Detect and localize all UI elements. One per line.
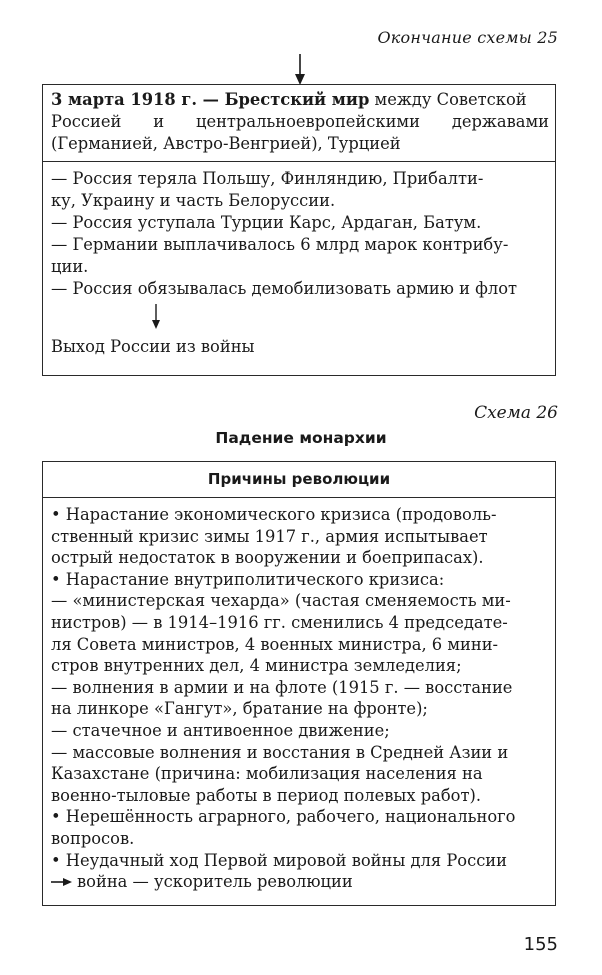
cause-line: на линкоре «Гангут», братание на фронте); [51, 699, 428, 719]
arrow-down-icon [151, 304, 161, 330]
cause-line: стров внутренних дел, 4 министра земледелия; [51, 656, 462, 676]
cause-line: • Нерешённость аграрного, рабочего, национального [51, 807, 516, 827]
brest-treaty-header [43, 85, 555, 162]
war-accelerator-line [51, 871, 549, 893]
treaty-term-line: ции. [51, 257, 89, 276]
brest-treaty-terms [43, 162, 555, 358]
revolution-causes-header: Причины революции [43, 462, 555, 498]
brest-treaty-date-title: 3 марта 1918 г. — Брестский мир [51, 90, 370, 109]
treaty-term-line: — Россия теряла Польшу, Финляндию, Прибалти- [51, 169, 484, 188]
war-exit-result: Выход России из войны [51, 337, 255, 356]
cause-line: — волнения в армии и на флоте (1915 г. — восстание [51, 677, 513, 697]
scheme-label: Схема 26 [474, 403, 558, 423]
cause-line: военно-тыловые работы в период полевых работ). [51, 785, 482, 805]
continuation-note: Окончание схемы 25 [377, 28, 558, 47]
cause-line: • Неудачный ход Первой мировой войны для России [51, 850, 508, 870]
cause-line: острый недостаток в вооружении и боеприпасах). [51, 548, 484, 568]
cause-line: ственный кризис зимы 1917 г., армия испытывает [51, 526, 488, 546]
cause-line: ля Совета министров, 4 военных министра, 6 мини- [51, 634, 499, 654]
arrow-right-icon [51, 877, 73, 887]
cause-line: Казахстане (причина: мобилизация населения на [51, 764, 483, 784]
cause-line: — массовые волнения и восстания в Средней Азии и [51, 742, 509, 762]
brest-treaty-title-rest-0: между Советской [369, 90, 527, 109]
cause-line: вопросов. [51, 828, 135, 848]
treaty-term-line: — Германии выплачивалось 6 млрд марок контрибу- [51, 235, 509, 254]
brest-treaty-box [42, 84, 556, 376]
brest-treaty-title-rest-1: Россией и центральноевропейскими державами [51, 112, 549, 131]
section-title: Падение монархии [215, 429, 387, 447]
treaty-term-line: ку, Украину и часть Белоруссии. [51, 191, 336, 210]
treaty-term-line: — Россия обязывалась демобилизовать армию и флот [51, 279, 518, 298]
cause-line: — «министерская чехарда» (частая сменяемость ми- [51, 591, 511, 611]
cause-line: — стачечное и антивоенное движение; [51, 720, 390, 740]
cause-line: нистров) — в 1914–1916 гг. сменились 4 председате- [51, 612, 508, 632]
revolution-causes-box [42, 461, 556, 906]
treaty-term-line: — Россия уступала Турции Карс, Ардаган, Батум. [51, 213, 482, 232]
brest-treaty-title-rest-2: (Германией, Австро-Венгрией), Турцией [51, 134, 401, 153]
war-accelerator-text: война — ускоритель революции [77, 872, 353, 892]
arrow-down-icon [293, 54, 307, 86]
page-number: 155 [523, 934, 558, 955]
revolution-causes-list [43, 498, 555, 893]
cause-line: • Нарастание экономического кризиса (продоволь- [51, 505, 497, 524]
cause-line: • Нарастание внутриполитического кризиса: [51, 569, 445, 589]
